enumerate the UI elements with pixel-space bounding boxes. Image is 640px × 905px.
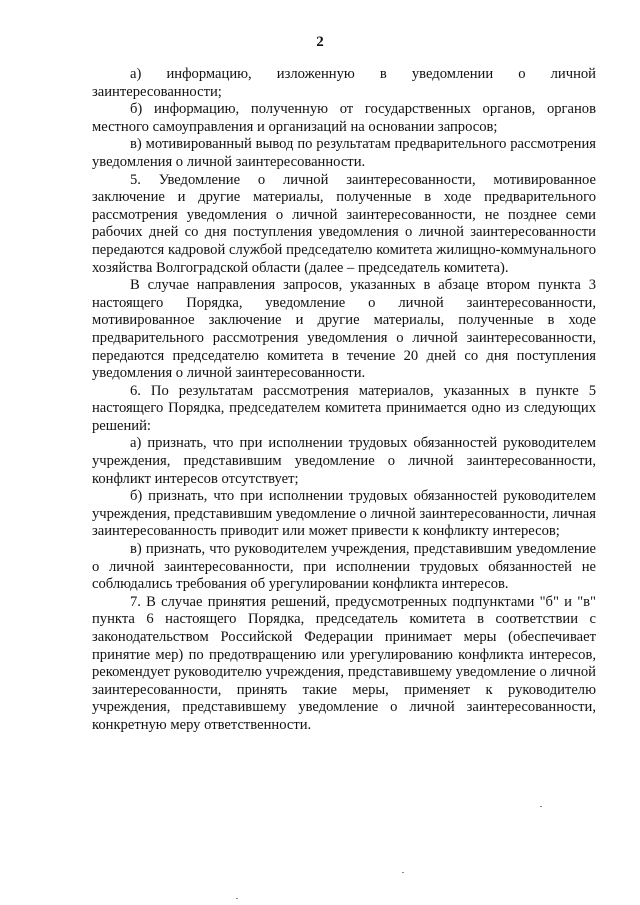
scan-speck (402, 872, 404, 873)
paragraph-item-v: в) мотивированный вывод по результатам предварительного рассмотрения уведомления о личной заинтересованности. (92, 136, 596, 170)
document-body (92, 66, 596, 735)
page-number: 2 (316, 34, 324, 50)
paragraph-clause-5: 5. Уведомление о личной заинтересованности, мотивированное заключение и другие материалы, полученные в ходе предварительного рассмотрения уведомления о личной заинтересованности, не позднее семи рабочих дней со дня поступления уведомления о личной заинтересованности передаются кадровой службой председателю комитета жилищно-коммунального хозяйства Волгоградской области (далее – председатель комитета). (92, 171, 596, 276)
scan-speck (236, 898, 238, 899)
paragraph-clause-5-requests: В случае направления запросов, указанных в абзаце втором пункта 3 настоящего Порядка, уведомление о личной заинтересованности, мотивированное заключение и другие материалы, полученные в ходе предварительного рассмотрения уведомления о личной заинтересованности, передаются председателю комитета в течение 20 дней со дня поступления уведомления о личной заинтересованности. (92, 277, 596, 382)
scan-speck (540, 806, 542, 807)
paragraph-decision-v: в) признать, что руководителем учреждения, представившим уведомление о личной заинтересованности, при исполнении трудовых обязанностей не соблюдались требования об урегулировании конфликта интересов. (92, 541, 596, 593)
paragraph-clause-6: 6. По результатам рассмотрения материалов, указанных в пункте 5 настоящего Порядка, председателем комитета принимается одно из следующих решений: (92, 382, 596, 434)
paragraph-item-a: а) информацию, изложенную в уведомлении о личной заинтересованности; (92, 66, 596, 100)
paragraph-item-b: б) информацию, полученную от государственных органов, органов местного самоуправления и организаций на основании запросов; (92, 101, 596, 135)
paragraph-clause-7: 7. В случае принятия решений, предусмотренных подпунктами "б" и "в" пункта 6 настоящего Порядка, председатель комитета в соответствии с законодательством Российской Федерации принимает меры (обеспечивает принятие мер) по предотвращению или урегулированию конфликта интересов, рекомендует руководителю учреждения, представившему уведомление о личной заинтересованности, принять такие меры, применяет к руководителю учреждения, представившему уведомление о личной заинтересованности, конкретную меру ответственности. (92, 593, 596, 733)
paragraph-decision-a: а) признать, что при исполнении трудовых обязанностей руководителем учреждения, представившим уведомление о личной заинтересованности, конфликт интересов отсутствует; (92, 435, 596, 487)
paragraph-decision-b: б) признать, что при исполнении трудовых обязанностей руководителем учреждения, представившим уведомление о личной заинтересованности, личная заинтересованность приводит или может привести к конфликту интересов; (92, 488, 596, 540)
